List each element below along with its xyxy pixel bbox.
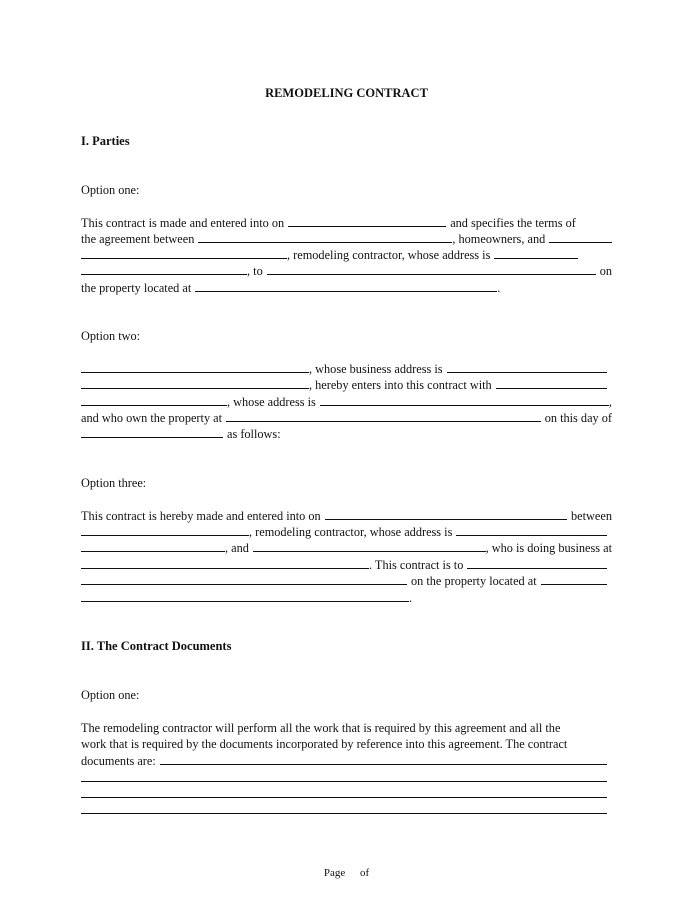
paragraph-line bbox=[81, 280, 612, 296]
text: the agreement between bbox=[81, 232, 195, 246]
option-one-label: Option one: bbox=[81, 688, 140, 702]
paragraph-line bbox=[81, 720, 612, 736]
date-blank[interactable] bbox=[288, 215, 446, 227]
work-description-blank[interactable] bbox=[267, 263, 596, 275]
text: The remodeling contractor will perform all the work that is required by this agreement and all the bbox=[81, 721, 561, 735]
property-address-blank[interactable] bbox=[226, 410, 541, 422]
text: , homeowners, and bbox=[452, 232, 546, 246]
date-blank[interactable] bbox=[81, 426, 223, 438]
document-title: REMODELING CONTRACT bbox=[265, 86, 428, 100]
paragraph-line bbox=[81, 508, 612, 524]
paragraph-line bbox=[81, 590, 612, 606]
paragraph-line bbox=[81, 394, 612, 410]
of-label: of bbox=[359, 867, 370, 879]
business-address-blank[interactable] bbox=[447, 361, 607, 373]
paragraph-line bbox=[81, 361, 612, 377]
text: . bbox=[497, 281, 501, 295]
text: , who is doing business at bbox=[485, 541, 612, 555]
option-two-label: Option two: bbox=[81, 329, 141, 343]
option-three-label: Option three: bbox=[81, 476, 147, 490]
owner-name-blank[interactable] bbox=[253, 540, 486, 552]
property-address-blank[interactable] bbox=[81, 590, 409, 602]
text: . bbox=[409, 591, 413, 605]
text: This contract is hereby made and entered into on bbox=[81, 509, 321, 523]
documents-blank-line[interactable] bbox=[81, 813, 607, 814]
paragraph-line bbox=[81, 524, 612, 540]
address-blank[interactable] bbox=[320, 394, 609, 406]
documents-blank[interactable] bbox=[160, 753, 607, 765]
text: documents are: bbox=[81, 754, 156, 768]
text: between bbox=[571, 509, 612, 523]
homeowners-blank[interactable] bbox=[496, 377, 607, 389]
contractor-name-blank[interactable] bbox=[81, 361, 309, 373]
text: , and bbox=[225, 541, 249, 555]
text: as follows: bbox=[227, 427, 281, 441]
documents-blank-line[interactable] bbox=[81, 781, 607, 782]
work-description-blank[interactable] bbox=[81, 573, 407, 585]
address-blank[interactable] bbox=[81, 540, 225, 552]
business-address-blank[interactable] bbox=[81, 557, 369, 569]
paragraph-line bbox=[81, 573, 612, 589]
paragraph-line bbox=[81, 736, 612, 752]
address-blank[interactable] bbox=[81, 263, 247, 275]
property-address-blank[interactable] bbox=[195, 280, 497, 292]
text: , whose address is bbox=[227, 395, 316, 409]
text: on the property located at bbox=[411, 574, 537, 588]
text: and who own the property at bbox=[81, 411, 223, 425]
paragraph-line bbox=[81, 753, 612, 769]
page-label: Page bbox=[323, 867, 346, 879]
date-blank[interactable] bbox=[325, 508, 567, 520]
text: on this day of bbox=[544, 411, 612, 425]
address-blank[interactable] bbox=[456, 524, 607, 536]
text: the property located at bbox=[81, 281, 192, 295]
option-one-label: Option one: bbox=[81, 183, 140, 197]
section-heading-contract-documents: II. The Contract Documents bbox=[81, 639, 232, 653]
page-footer bbox=[0, 867, 693, 879]
text: and specifies the terms of bbox=[450, 216, 576, 230]
work-description-blank[interactable] bbox=[467, 557, 607, 569]
text: , remodeling contractor, whose address is bbox=[249, 525, 453, 539]
contractor-blank[interactable] bbox=[549, 231, 612, 243]
section-heading-parties: I. Parties bbox=[81, 134, 130, 148]
address-blank[interactable] bbox=[494, 247, 578, 259]
paragraph-line bbox=[81, 377, 612, 393]
homeowners-blank[interactable] bbox=[198, 231, 452, 243]
paragraph-line bbox=[81, 410, 612, 426]
paragraph-line bbox=[81, 231, 612, 247]
documents-blank-line[interactable] bbox=[81, 797, 607, 798]
text: . This contract is to bbox=[369, 558, 464, 572]
contractor-name-blank[interactable] bbox=[81, 524, 249, 536]
text: , to bbox=[247, 264, 263, 278]
paragraph-line bbox=[81, 540, 612, 556]
text: , whose business address is bbox=[309, 362, 443, 376]
text: This contract is made and entered into on bbox=[81, 216, 285, 230]
text: , remodeling contractor, whose address is bbox=[287, 248, 491, 262]
paragraph-line bbox=[81, 215, 612, 231]
text: on bbox=[599, 264, 612, 278]
paragraph-line bbox=[81, 557, 612, 573]
text: , bbox=[608, 395, 612, 409]
homeowners-blank[interactable] bbox=[81, 394, 227, 406]
text: work that is required by the documents incorporated by reference into this agreement. The contract bbox=[81, 737, 568, 751]
property-address-blank[interactable] bbox=[541, 573, 607, 585]
business-address-blank[interactable] bbox=[81, 377, 309, 389]
paragraph-line bbox=[81, 247, 612, 263]
contractor-name-blank[interactable] bbox=[81, 247, 287, 259]
text: , hereby enters into this contract with bbox=[309, 378, 492, 392]
paragraph-line bbox=[81, 263, 612, 279]
paragraph-line bbox=[81, 426, 612, 442]
